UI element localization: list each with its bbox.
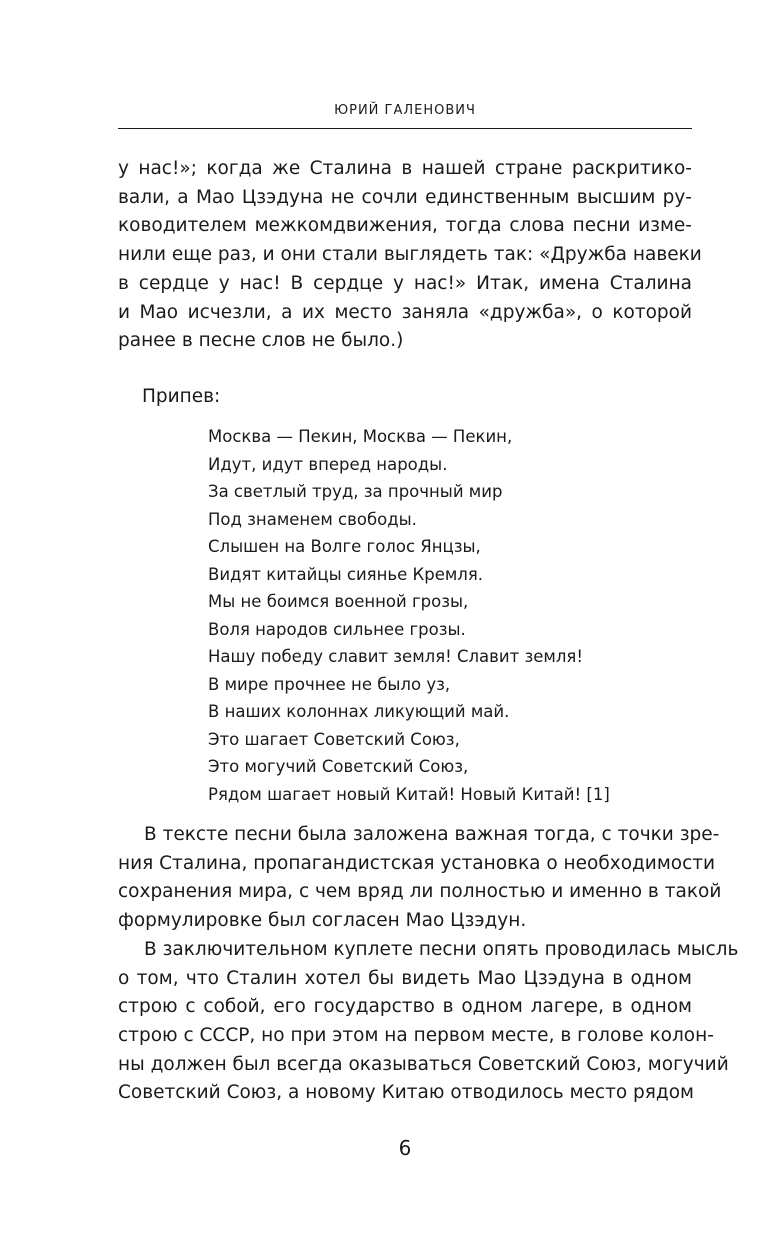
text-line: строю с СССР, но при этом на первом месте, в голове колон- xyxy=(118,1024,714,1046)
text-line: о том, что Сталин хотел бы видеть Мао Цзэдуна в одном xyxy=(118,967,692,989)
text-line: вали, а Мао Цзэдуна не сочли единственным высшим ру- xyxy=(118,186,692,208)
running-head: ЮРИЙ ГАЛЕНОВИЧ xyxy=(334,103,476,118)
intro-paragraph xyxy=(118,155,702,356)
header-rule xyxy=(118,128,692,129)
page-number: 6 xyxy=(398,1136,412,1160)
text-line: сохранения мира, с чем вряд ли полностью и именно в такой xyxy=(118,881,722,903)
text-line: строю с собой, его государство в одном лагере, в одном xyxy=(118,996,692,1018)
text-line: ния Сталина, пропагандистская установка о необходимости xyxy=(118,852,716,874)
text-line: В заключительном куплете песни опять проводилась мысль xyxy=(144,938,739,960)
text-line: Советский Союз, а новому Китаю отводилось место рядом xyxy=(118,1082,694,1104)
text-line: и Мао исчезли, а их место заняла «дружба», о которой xyxy=(118,301,692,323)
verse-line: Это шагает Советский Союз, xyxy=(208,729,460,749)
text-line: в сердце у нас! В сердце у нас!» Итак, имена Сталина xyxy=(118,272,692,294)
text-line: у нас!»; когда же Сталина в нашей стране раскритико- xyxy=(118,158,692,179)
verse-line: Слышен на Волге голос Янцзы, xyxy=(208,537,481,556)
verse-line: В мире прочнее не было уз, xyxy=(208,674,451,694)
verse-line: В наших колоннах ликующий май. xyxy=(208,702,510,721)
book-page xyxy=(118,0,739,1241)
verse-line: За светлый труд, за прочный мир xyxy=(208,482,503,501)
verse-line: Рядом шагает новый Китай! Новый Китай! [1] xyxy=(208,784,610,804)
closing-paragraphs xyxy=(118,821,739,1108)
verse-line: Под знаменем свободы. xyxy=(208,509,417,529)
verse-line: Идут, идут вперед народы. xyxy=(208,454,448,474)
text-line: ководителем межкомдвижения, тогда слова песни изме- xyxy=(118,215,692,237)
verse-line: Мы не боимся военной грозы, xyxy=(208,592,469,611)
verse-line: Нашу победу славит земля! Славит земля! xyxy=(208,647,583,666)
text-line: ранее в песне слов не было.) xyxy=(118,330,404,352)
verse-line: Москва — Пекин, Москва — Пекин, xyxy=(208,427,513,446)
song-verse xyxy=(208,423,610,808)
text-line: формулировке был согласен Мао Цзэдун. xyxy=(118,910,527,932)
text-line: В тексте песни была заложена важная тогда, с точки зре- xyxy=(144,824,720,845)
paragraph-3 xyxy=(118,936,739,1108)
refrain-label: Припев: xyxy=(142,386,221,407)
text-line: нили еще раз, и они стали выглядеть так: «Дружба навеки xyxy=(118,244,702,266)
verse-line: Воля народов сильнее грозы. xyxy=(208,619,466,639)
paragraph-2 xyxy=(118,821,722,936)
text-line: ны должен был всегда оказываться Советский Союз, могучий xyxy=(118,1053,729,1075)
verse-line: Это могучий Советский Союз, xyxy=(208,757,469,776)
verse-line: Видят китайцы сиянье Кремля. xyxy=(208,564,484,584)
